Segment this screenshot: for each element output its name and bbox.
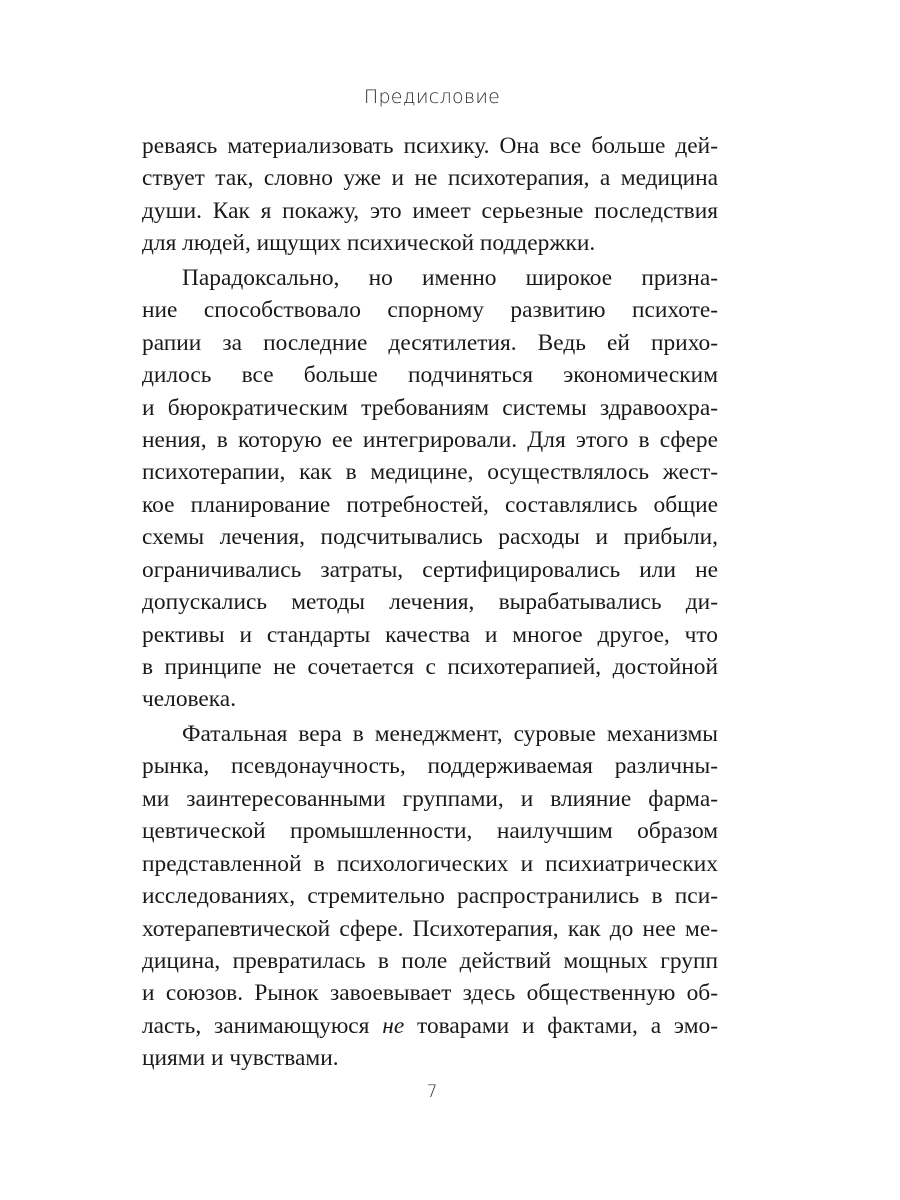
text-line: психотерапии, как в медицине, осуществлялось жест- <box>142 459 718 486</box>
body-text <box>142 130 718 1075</box>
text-line: Фатальная вера в менеджмент, суровые механизмы <box>182 720 718 747</box>
text-line: дилось все больше подчиняться экономическим <box>142 362 718 389</box>
text-line: рынка, псевдонаучность, поддерживаемая различны- <box>142 753 718 780</box>
text-line: циями и чувствами. <box>142 1045 339 1072</box>
text-line: и бюрократическим требованиям системы здравоохра- <box>142 394 718 421</box>
text-line: Парадоксально, но именно широкое призна- <box>182 264 718 291</box>
text-line: схемы лечения, подсчитывались расходы и прибыли, <box>142 524 718 551</box>
running-title: Предисловие <box>363 86 501 108</box>
text-line: кое планирование потребностей, составлялись общие <box>142 491 718 518</box>
text-run: ласть, занимающуюся <box>142 1012 383 1039</box>
text-line: ми заинтересованными группами, и влияние фарма- <box>142 785 718 812</box>
text-line: нения, в которую ее интегрировали. Для этого в сфере <box>142 426 718 453</box>
text-line: исследованиях, стремительно распространились в пси- <box>142 883 718 910</box>
page-number: 7 <box>426 1082 438 1102</box>
text-line: рапии за последние десятилетия. Ведь ей прихо- <box>142 329 718 356</box>
text-line: ствует так, словно уже и не психотерапия, а медицина <box>142 165 718 192</box>
text-line: ограничивались затраты, сертифицировались или не <box>142 556 718 583</box>
text-line: допускались методы лечения, вырабатывались ди- <box>142 589 718 616</box>
text-line: представленной в психологических и психиатрических <box>142 850 718 877</box>
text-line: ревaясь материализовать психику. Она все больше дей- <box>142 133 718 159</box>
text-line: цевтической промышленности, наилучшим образом <box>142 818 718 845</box>
text-line: и союзов. Рынок завоевывает здесь общественную об- <box>142 980 718 1007</box>
text-line: рективы и стандарты качества и многое другое, что <box>142 621 718 648</box>
text-line: дицина, превратилась в поле действий мощных групп <box>142 947 718 974</box>
text-line-emphasis <box>142 1010 718 1042</box>
text-line: для людей, ищущих психической поддержки. <box>142 230 596 257</box>
text-line: человека. <box>142 686 237 713</box>
text-line: хотерапевтической сфере. Психотерапия, как до нее ме- <box>142 915 718 942</box>
text-line: души. Как я покажу, это имеет серьезные последствия <box>142 197 718 224</box>
text-line: ние способствовало спорному развитию психоте- <box>142 297 718 324</box>
text-run: товарами и фактами, а эмо- <box>404 1012 718 1039</box>
italic-emphasis: не <box>382 1012 405 1039</box>
text-line: в принципе не сочетается с психотерапией, достойной <box>142 654 718 680</box>
